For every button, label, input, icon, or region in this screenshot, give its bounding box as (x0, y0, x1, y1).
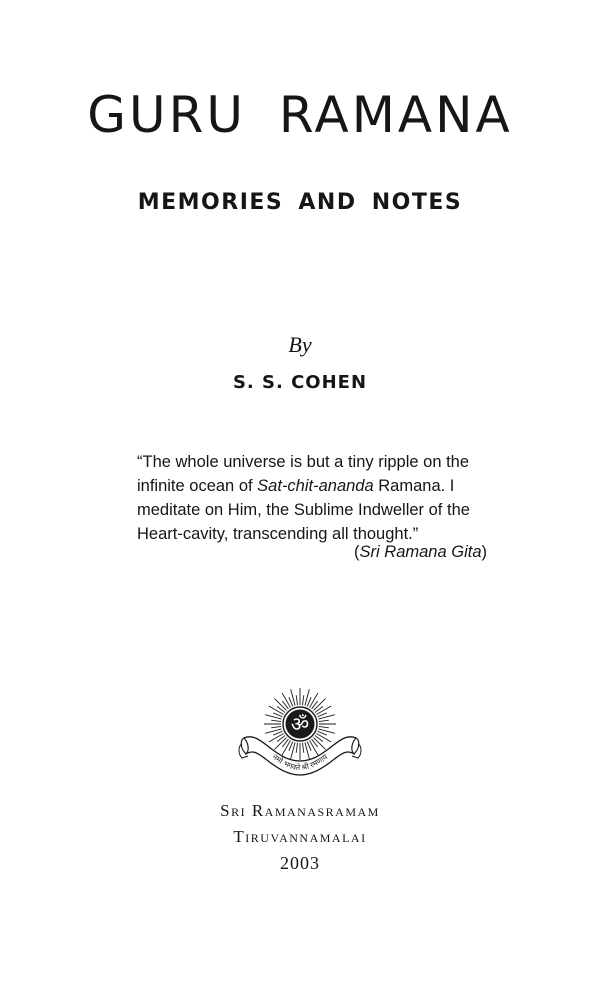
sun-ray (319, 720, 329, 721)
om-sunburst-emblem-icon (238, 684, 362, 796)
by-label: By (288, 332, 312, 357)
epigraph-source (354, 543, 487, 562)
emblem-ribbon-text: नमो भगवते श्री रमणाय (270, 752, 330, 773)
sun-ray (316, 734, 331, 743)
epigraph-line-4: Heart-cavity, transcending all thought.” (137, 525, 419, 543)
epigraph-sanskrit-term: Sat-chit-ananda (257, 477, 374, 495)
source-close-paren: ) (481, 543, 487, 561)
sun-ray (271, 720, 281, 721)
sun-ray (302, 695, 303, 705)
sun-ray (296, 695, 297, 705)
sun-ray (282, 693, 291, 708)
sun-ray (269, 734, 284, 743)
sun-ray (282, 740, 291, 755)
sun-ray (319, 726, 329, 727)
publication-year: 2003 (280, 853, 320, 873)
publisher-block (0, 798, 600, 876)
epigraph-line-1: “The whole universe is but a tiny ripple on the (137, 453, 470, 471)
svg-text:ॐ: ॐ (290, 712, 310, 736)
book-subtitle: MEMORIES AND NOTES (137, 190, 463, 215)
epigraph (137, 450, 497, 546)
publisher-place: Tiruvannamalai (233, 827, 367, 846)
epigraph-line-2-end: Ramana. I (373, 477, 455, 495)
epigraph-line-3: meditate on Him, the Sublime Indweller of the (137, 501, 470, 519)
author-name: S. S. COHEN (232, 372, 368, 393)
sun-ray (310, 693, 319, 708)
sun-ray (271, 726, 281, 727)
source-title: Sri Ramana Gita (359, 543, 482, 561)
sun-ray (302, 743, 303, 753)
sun-ray (316, 706, 331, 715)
sun-ray (310, 740, 319, 755)
book-title: GURU RAMANA (87, 86, 513, 144)
publisher-name: Sri Ramanasramam (220, 801, 380, 820)
sun-ray (296, 743, 297, 753)
epigraph-line-2-start: infinite ocean of (137, 477, 258, 495)
epigraph-line-2 (137, 474, 497, 498)
sun-ray (269, 706, 284, 715)
source-open-paren: ( (354, 543, 360, 561)
